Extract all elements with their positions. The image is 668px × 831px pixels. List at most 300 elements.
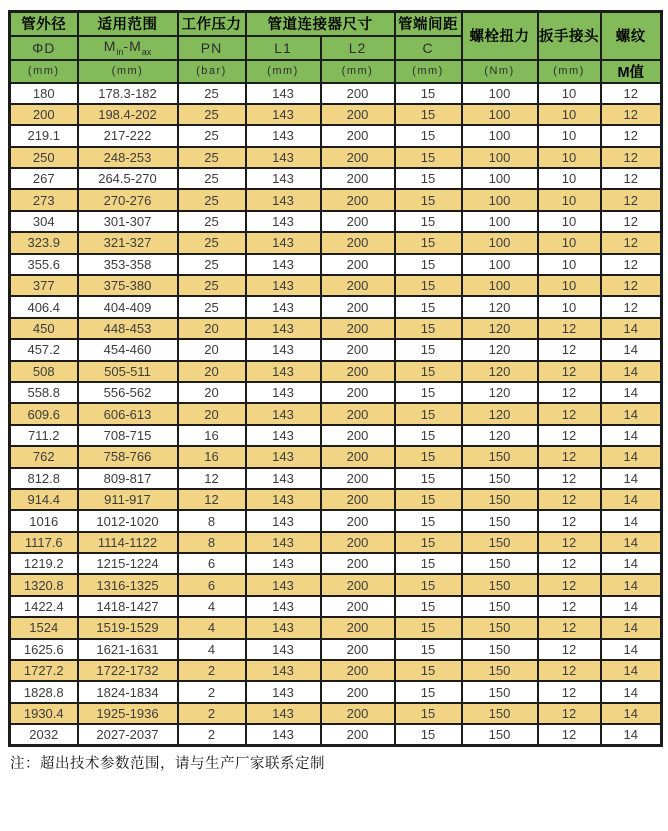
- table-cell: 143: [246, 596, 321, 617]
- table-cell: 200: [321, 318, 395, 339]
- table-cell: 4: [178, 596, 246, 617]
- table-cell: 25: [178, 296, 246, 317]
- table-cell: 10: [538, 296, 601, 317]
- table-cell: 2: [178, 703, 246, 724]
- table-cell: 12: [601, 296, 662, 317]
- table-cell: 911-917: [78, 489, 178, 510]
- table-cell: 200: [321, 724, 395, 745]
- table-cell: 150: [462, 446, 538, 467]
- header-row-units: [10, 60, 662, 83]
- table-cell: 200: [321, 639, 395, 660]
- table-cell: 14: [601, 553, 662, 574]
- table-cell: 15: [395, 596, 462, 617]
- table-cell: 10: [538, 147, 601, 168]
- table-cell: 12: [538, 510, 601, 531]
- table-cell: 150: [462, 532, 538, 553]
- table-cell: 200: [321, 468, 395, 489]
- table-cell: 150: [462, 489, 538, 510]
- table-cell: 15: [395, 468, 462, 489]
- table-cell: 2: [178, 660, 246, 681]
- table-cell: 15: [395, 660, 462, 681]
- table-cell: 558.8: [10, 382, 78, 403]
- table-cell: 12: [178, 468, 246, 489]
- table-cell: 1824-1834: [78, 681, 178, 702]
- table-cell: 200: [321, 275, 395, 296]
- table-row: [10, 382, 662, 403]
- header-symbol-l1: L1: [246, 36, 321, 60]
- table-cell: 375-380: [78, 275, 178, 296]
- table-cell: 143: [246, 232, 321, 253]
- table-cell: 20: [178, 318, 246, 339]
- table-cell: 150: [462, 639, 538, 660]
- table-cell: 273: [10, 189, 78, 210]
- table-cell: 12: [538, 553, 601, 574]
- table-cell: 150: [462, 703, 538, 724]
- table-cell: 304: [10, 211, 78, 232]
- table-cell: 100: [462, 254, 538, 275]
- table-cell: 12: [538, 660, 601, 681]
- table-cell: 200: [321, 681, 395, 702]
- table-row: [10, 468, 662, 489]
- table-row: [10, 83, 662, 104]
- table-cell: 14: [601, 724, 662, 745]
- table-cell: 12: [538, 489, 601, 510]
- table-cell: 301-307: [78, 211, 178, 232]
- table-cell: 143: [246, 446, 321, 467]
- table-cell: 12: [601, 254, 662, 275]
- table-cell: 14: [601, 361, 662, 382]
- table-cell: 1625.6: [10, 639, 78, 660]
- table-cell: 15: [395, 318, 462, 339]
- header-wrench-joint: 扳手接头: [538, 12, 601, 60]
- table-cell: 450: [10, 318, 78, 339]
- header-symbol-phid: ΦD: [10, 36, 78, 60]
- table-cell: 200: [321, 104, 395, 125]
- table-row: [10, 125, 662, 146]
- table-cell: 143: [246, 489, 321, 510]
- table-cell: 100: [462, 147, 538, 168]
- header-unit-wrench: (mm): [538, 60, 601, 83]
- table-cell: 200: [321, 532, 395, 553]
- table-cell: 143: [246, 83, 321, 104]
- table-cell: 180: [10, 83, 78, 104]
- table-row: [10, 660, 662, 681]
- table-cell: 15: [395, 489, 462, 510]
- table-cell: 812.8: [10, 468, 78, 489]
- table-cell: 14: [601, 382, 662, 403]
- table-cell: 143: [246, 532, 321, 553]
- table-cell: 143: [246, 724, 321, 745]
- table-cell: 120: [462, 339, 538, 360]
- table-cell: 200: [321, 703, 395, 724]
- header-symbol-c: C: [395, 36, 462, 60]
- table-cell: 217-222: [78, 125, 178, 146]
- header-unit-l2: (mm): [321, 60, 395, 83]
- table-cell: 708-715: [78, 425, 178, 446]
- table-cell: 12: [601, 168, 662, 189]
- table-cell: 25: [178, 168, 246, 189]
- table-row: [10, 703, 662, 724]
- table-row: [10, 403, 662, 424]
- table-cell: 143: [246, 104, 321, 125]
- table-cell: 12: [178, 489, 246, 510]
- header-thread: 螺纹: [601, 12, 662, 60]
- table-cell: 6: [178, 553, 246, 574]
- table-cell: 15: [395, 403, 462, 424]
- table-cell: 457.2: [10, 339, 78, 360]
- table-cell: 143: [246, 168, 321, 189]
- table-cell: 100: [462, 211, 538, 232]
- table-cell: 14: [601, 403, 662, 424]
- table-body: [10, 83, 662, 746]
- table-cell: 143: [246, 639, 321, 660]
- table-cell: 120: [462, 403, 538, 424]
- table-cell: 12: [538, 724, 601, 745]
- table-cell: 12: [538, 446, 601, 467]
- table-cell: 10: [538, 254, 601, 275]
- table-cell: 200: [321, 660, 395, 681]
- table-cell: 150: [462, 596, 538, 617]
- table-row: [10, 617, 662, 638]
- table-cell: 143: [246, 339, 321, 360]
- table-cell: 14: [601, 446, 662, 467]
- table-cell: 1828.8: [10, 681, 78, 702]
- table-cell: 14: [601, 318, 662, 339]
- table-cell: 15: [395, 382, 462, 403]
- table-cell: 143: [246, 275, 321, 296]
- table-row: [10, 681, 662, 702]
- table-cell: 377: [10, 275, 78, 296]
- header-symbol-l2: L2: [321, 36, 395, 60]
- table-cell: 12: [538, 318, 601, 339]
- table-cell: 14: [601, 339, 662, 360]
- table-cell: 1422.4: [10, 596, 78, 617]
- table-cell: 14: [601, 617, 662, 638]
- table-cell: 1524: [10, 617, 78, 638]
- table-cell: 25: [178, 83, 246, 104]
- table-row: [10, 339, 662, 360]
- table-cell: 10: [538, 168, 601, 189]
- table-cell: 150: [462, 681, 538, 702]
- table-cell: 200: [321, 125, 395, 146]
- table-cell: 250: [10, 147, 78, 168]
- header-unit-c: (mm): [395, 60, 462, 83]
- table-cell: 143: [246, 425, 321, 446]
- table-cell: 143: [246, 510, 321, 531]
- table-cell: 200: [321, 147, 395, 168]
- table-cell: 150: [462, 724, 538, 745]
- table-cell: 20: [178, 403, 246, 424]
- table-cell: 248-253: [78, 147, 178, 168]
- table-cell: 1519-1529: [78, 617, 178, 638]
- table-cell: 200: [321, 211, 395, 232]
- table-cell: 143: [246, 468, 321, 489]
- table-row: [10, 254, 662, 275]
- table-cell: 12: [538, 425, 601, 446]
- table-cell: 1727.2: [10, 660, 78, 681]
- table-cell: 12: [538, 596, 601, 617]
- table-cell: 20: [178, 382, 246, 403]
- table-cell: 14: [601, 574, 662, 595]
- table-cell: 100: [462, 125, 538, 146]
- table-row: [10, 296, 662, 317]
- table-cell: 12: [538, 532, 601, 553]
- table-cell: 1016: [10, 510, 78, 531]
- table-cell: 762: [10, 446, 78, 467]
- table-cell: 25: [178, 104, 246, 125]
- table-cell: 200: [321, 574, 395, 595]
- header-connector-size: 管道连接器尺寸: [246, 12, 395, 36]
- table-cell: 120: [462, 425, 538, 446]
- table-cell: 200: [321, 83, 395, 104]
- table-cell: 143: [246, 703, 321, 724]
- table-cell: 454-460: [78, 339, 178, 360]
- table-cell: 143: [246, 296, 321, 317]
- table-cell: 143: [246, 254, 321, 275]
- table-row: [10, 724, 662, 745]
- header-unit-torque: (Nm): [462, 60, 538, 83]
- table-cell: 198.4-202: [78, 104, 178, 125]
- table-cell: 353-358: [78, 254, 178, 275]
- table-cell: 200: [321, 254, 395, 275]
- table-cell: 556-562: [78, 382, 178, 403]
- table-cell: 143: [246, 189, 321, 210]
- table-cell: 143: [246, 147, 321, 168]
- table-cell: 143: [246, 211, 321, 232]
- table-cell: 25: [178, 232, 246, 253]
- table-cell: 143: [246, 574, 321, 595]
- header-unit-od: (mm): [10, 60, 78, 83]
- table-cell: 12: [601, 189, 662, 210]
- table-cell: 143: [246, 382, 321, 403]
- table-cell: 267: [10, 168, 78, 189]
- header-symbol-minmax: $M_{in}-M_{ax}$: [78, 36, 178, 60]
- table-cell: 321-327: [78, 232, 178, 253]
- table-cell: 12: [538, 681, 601, 702]
- table-row: [10, 232, 662, 253]
- table-cell: 143: [246, 553, 321, 574]
- table-cell: 15: [395, 83, 462, 104]
- table-cell: 15: [395, 168, 462, 189]
- table-cell: 2: [178, 724, 246, 745]
- table-cell: 1418-1427: [78, 596, 178, 617]
- table-cell: 15: [395, 553, 462, 574]
- table-cell: 120: [462, 361, 538, 382]
- table-cell: 15: [395, 639, 462, 660]
- table-cell: 8: [178, 510, 246, 531]
- table-cell: 15: [395, 104, 462, 125]
- table-cell: 6: [178, 574, 246, 595]
- header-unit-range: (mm): [78, 60, 178, 83]
- table-cell: 200: [321, 510, 395, 531]
- header-working-pressure: 工作压力: [178, 12, 246, 36]
- table-cell: 25: [178, 189, 246, 210]
- table-cell: 143: [246, 660, 321, 681]
- header-unit-l1: (mm): [246, 60, 321, 83]
- table-cell: 2027-2037: [78, 724, 178, 745]
- table-row: [10, 596, 662, 617]
- table-cell: 914.4: [10, 489, 78, 510]
- table-cell: 150: [462, 617, 538, 638]
- table-row: [10, 189, 662, 210]
- table-cell: 16: [178, 425, 246, 446]
- table-cell: 143: [246, 681, 321, 702]
- table-cell: 12: [601, 125, 662, 146]
- table-cell: 150: [462, 660, 538, 681]
- table-cell: 14: [601, 510, 662, 531]
- table-cell: 14: [601, 489, 662, 510]
- table-cell: 15: [395, 574, 462, 595]
- table-cell: 505-511: [78, 361, 178, 382]
- table-row: [10, 425, 662, 446]
- table-cell: 12: [538, 382, 601, 403]
- table-row: [10, 489, 662, 510]
- table-cell: 15: [395, 296, 462, 317]
- table-cell: 1925-1936: [78, 703, 178, 724]
- table-cell: 143: [246, 318, 321, 339]
- table-cell: 1316-1325: [78, 574, 178, 595]
- table-cell: 10: [538, 211, 601, 232]
- table-cell: 200: [321, 339, 395, 360]
- table-cell: 2032: [10, 724, 78, 745]
- table-cell: 15: [395, 147, 462, 168]
- table-cell: 100: [462, 232, 538, 253]
- table-cell: 508: [10, 361, 78, 382]
- table-cell: 14: [601, 703, 662, 724]
- table-cell: 12: [538, 468, 601, 489]
- header-row-titles: [10, 12, 662, 36]
- table-cell: 15: [395, 232, 462, 253]
- table-cell: 406.4: [10, 296, 78, 317]
- table-cell: 100: [462, 83, 538, 104]
- table-cell: 1722-1732: [78, 660, 178, 681]
- table-cell: 14: [601, 468, 662, 489]
- header-unit-pn: (bar): [178, 60, 246, 83]
- table-cell: 120: [462, 318, 538, 339]
- table-cell: 12: [601, 275, 662, 296]
- table-cell: 12: [538, 339, 601, 360]
- table-cell: 270-276: [78, 189, 178, 210]
- table-cell: 448-453: [78, 318, 178, 339]
- table-cell: 200: [321, 425, 395, 446]
- table-cell: 143: [246, 125, 321, 146]
- table-cell: 15: [395, 724, 462, 745]
- table-cell: 200: [10, 104, 78, 125]
- header-symbol-pn: PN: [178, 36, 246, 60]
- table-cell: 10: [538, 104, 601, 125]
- table-cell: 20: [178, 361, 246, 382]
- table-cell: 12: [601, 104, 662, 125]
- table-cell: 1215-1224: [78, 553, 178, 574]
- table-cell: 15: [395, 703, 462, 724]
- header-applicable-range: 适用范围: [78, 12, 178, 36]
- table-cell: 150: [462, 553, 538, 574]
- table-cell: 25: [178, 211, 246, 232]
- table-cell: 200: [321, 403, 395, 424]
- table-cell: 143: [246, 361, 321, 382]
- table-cell: 10: [538, 189, 601, 210]
- table-cell: 120: [462, 382, 538, 403]
- table-cell: 15: [395, 211, 462, 232]
- table-cell: 200: [321, 553, 395, 574]
- table-cell: 12: [601, 211, 662, 232]
- table-header: [10, 12, 662, 83]
- table-cell: 15: [395, 125, 462, 146]
- table-row: [10, 318, 662, 339]
- table-cell: 100: [462, 104, 538, 125]
- table-cell: 150: [462, 510, 538, 531]
- table-cell: 12: [538, 403, 601, 424]
- table-cell: 12: [601, 232, 662, 253]
- table-cell: 25: [178, 275, 246, 296]
- table-cell: 100: [462, 275, 538, 296]
- table-cell: 15: [395, 681, 462, 702]
- table-row: [10, 361, 662, 382]
- table-cell: 15: [395, 617, 462, 638]
- header-mvalue: M值: [601, 60, 662, 83]
- table-cell: 4: [178, 617, 246, 638]
- table-cell: 178.3-182: [78, 83, 178, 104]
- table-row: [10, 532, 662, 553]
- table-cell: 10: [538, 232, 601, 253]
- header-pipe-end-gap: 管端间距: [395, 12, 462, 36]
- table-cell: 1621-1631: [78, 639, 178, 660]
- table-cell: 200: [321, 189, 395, 210]
- table-cell: 20: [178, 339, 246, 360]
- table-cell: 15: [395, 361, 462, 382]
- table-cell: 200: [321, 617, 395, 638]
- table-cell: 25: [178, 254, 246, 275]
- table-cell: 609.6: [10, 403, 78, 424]
- table-row: [10, 574, 662, 595]
- table-row: [10, 275, 662, 296]
- table-row: [10, 639, 662, 660]
- table-cell: 1114-1122: [78, 532, 178, 553]
- table-cell: 143: [246, 617, 321, 638]
- table-cell: 14: [601, 425, 662, 446]
- table-cell: 100: [462, 189, 538, 210]
- table-cell: 15: [395, 254, 462, 275]
- table-cell: 14: [601, 660, 662, 681]
- table-cell: 15: [395, 446, 462, 467]
- table-cell: 809-817: [78, 468, 178, 489]
- table-cell: 606-613: [78, 403, 178, 424]
- table-cell: 711.2: [10, 425, 78, 446]
- table-cell: 2: [178, 681, 246, 702]
- table-cell: 12: [538, 639, 601, 660]
- table-cell: 10: [538, 125, 601, 146]
- table-cell: 200: [321, 446, 395, 467]
- table-cell: 200: [321, 168, 395, 189]
- table-cell: 14: [601, 596, 662, 617]
- table-cell: 12: [601, 83, 662, 104]
- table-cell: 15: [395, 339, 462, 360]
- footer-note: 注：超出技术参数范围，请与生产厂家联系定制: [10, 756, 325, 773]
- table-cell: 10: [538, 83, 601, 104]
- table-cell: 15: [395, 275, 462, 296]
- table-cell: 25: [178, 147, 246, 168]
- table-cell: 200: [321, 296, 395, 317]
- table-cell: 1012-1020: [78, 510, 178, 531]
- table-cell: 200: [321, 361, 395, 382]
- table-cell: 150: [462, 574, 538, 595]
- table-cell: 120: [462, 296, 538, 317]
- table-cell: 4: [178, 639, 246, 660]
- table-cell: 200: [321, 489, 395, 510]
- table-cell: 15: [395, 510, 462, 531]
- table-row: [10, 168, 662, 189]
- table-cell: 1219.2: [10, 553, 78, 574]
